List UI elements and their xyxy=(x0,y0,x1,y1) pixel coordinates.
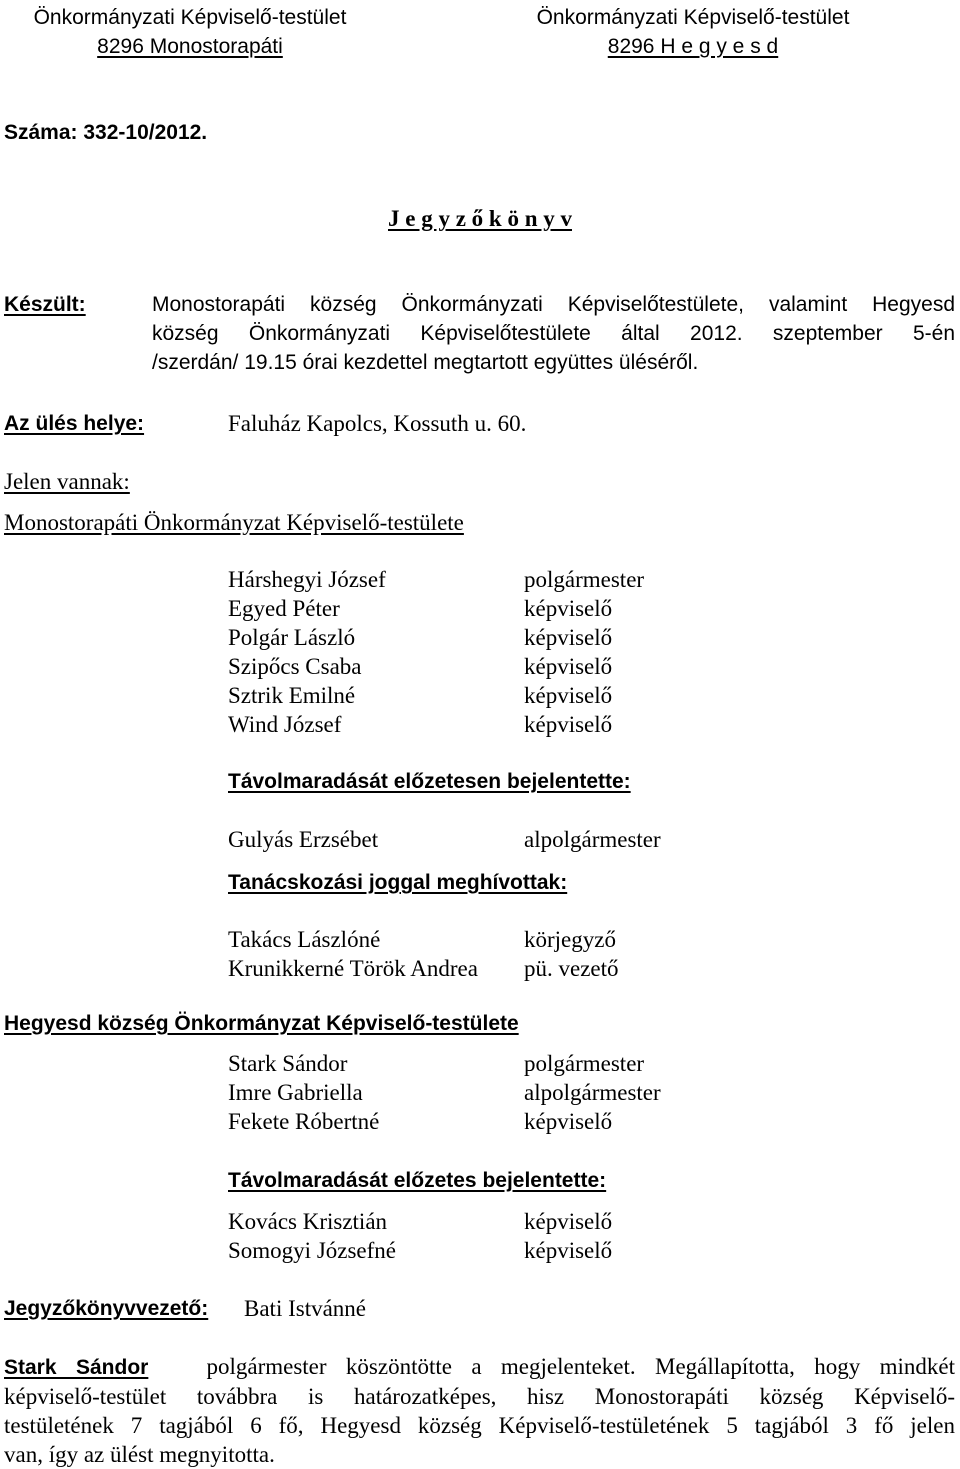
member-role: képviselő xyxy=(524,654,613,679)
hegyesd-absent-names xyxy=(228,1207,396,1265)
member-name: Stark Sándor xyxy=(228,1051,348,1076)
member-role: képviselő xyxy=(524,683,613,708)
reference-number: Száma: 332-10/2012. xyxy=(4,121,208,144)
hegyesd-heading: Hegyesd község Önkormányzat Képviselő-testülete xyxy=(4,1012,519,1035)
absent-role: alpolgármester xyxy=(524,827,661,852)
invited-role: pü. vezető xyxy=(524,956,619,981)
hegyesd-member-names xyxy=(228,1049,379,1136)
present-label: Jelen vannak: xyxy=(4,469,130,494)
venue-value: Faluház Kapolcs, Kossuth u. 60. xyxy=(228,411,527,436)
member-name: Hárshegyi József xyxy=(228,567,386,592)
absent-name: Kovács Krisztián xyxy=(228,1209,388,1234)
keszult-line: község Önkormányzati Képviselőtestülete által 2012. szeptember 5-én xyxy=(152,322,955,345)
recorder-label: Jegyzőkönyvvezető: xyxy=(4,1297,209,1320)
member-name: Fekete Róbertné xyxy=(228,1109,380,1134)
monostorapati-absent-heading: Távolmaradását előzetesen bejelentette: xyxy=(228,770,631,793)
hegyesd-absent-heading: Távolmaradását előzetes bejelentette: xyxy=(228,1169,607,1192)
closing-line xyxy=(4,1352,955,1382)
closing-line: van, így az ülést megnyitotta. xyxy=(4,1442,275,1467)
member-role: képviselő xyxy=(524,712,613,737)
header-left-org: Önkormányzati Képviselő-testület xyxy=(33,6,347,29)
recorder-name: Bati Istvánné xyxy=(244,1296,366,1321)
closing-line: képviselő-testület továbbra is határozatképes, hisz Monostorapáti község Képviselő- xyxy=(4,1384,955,1409)
member-role: alpolgármester xyxy=(524,1080,661,1105)
header-right-address: 8296 H e g y e s d xyxy=(607,35,779,58)
member-name: Sztrik Emilné xyxy=(228,683,356,708)
member-name: Imre Gabriella xyxy=(228,1080,363,1105)
absent-role: képviselő xyxy=(524,1209,613,1234)
keszult-label: Készült: xyxy=(4,293,86,316)
keszult-text xyxy=(152,290,955,377)
member-name: Szipőcs Csaba xyxy=(228,654,362,679)
member-role: képviselő xyxy=(524,1109,613,1134)
closing-line: testületének 7 tagjából 6 fő, Hegyesd község Képviselő-testületének 5 tagjából 3 fő jelen xyxy=(4,1413,955,1438)
hegyesd-absent-roles xyxy=(524,1207,612,1265)
header-left xyxy=(4,3,376,61)
closing-line-text: polgármester köszöntötte a megjelenteket. Megállapította, hogy mindkét xyxy=(206,1354,956,1379)
member-name: Polgár László xyxy=(228,625,356,650)
monostorapati-member-roles xyxy=(524,565,644,739)
header-right-org: Önkormányzati Képviselő-testület xyxy=(536,6,850,29)
header-left-address: 8296 Monostorapáti xyxy=(97,35,283,58)
invited-role: körjegyző xyxy=(524,927,616,952)
closing-speaker: Stark Sándor xyxy=(4,1356,149,1379)
invited-name: Krunikkerné Török Andrea xyxy=(228,956,478,981)
absent-name: Gulyás Erzsébet xyxy=(228,827,379,852)
invited-name: Takács Lászlóné xyxy=(228,927,381,952)
header-right xyxy=(520,3,866,61)
member-role: polgármester xyxy=(524,1051,645,1076)
document-title: J e g y z ő k ö n y v xyxy=(388,206,572,231)
member-name: Egyed Péter xyxy=(228,596,340,621)
member-role: polgármester xyxy=(524,567,645,592)
absent-role: képviselő xyxy=(524,1238,613,1263)
keszult-line: /szerdán/ 19.15 órai kezdettel megtartott együttes üléséről. xyxy=(152,351,699,374)
member-role: képviselő xyxy=(524,625,613,650)
hegyesd-member-roles xyxy=(524,1049,661,1136)
member-name: Wind József xyxy=(228,712,342,737)
absent-name: Somogyi Józsefné xyxy=(228,1238,397,1263)
venue-label: Az ülés helye: xyxy=(4,412,145,435)
closing-paragraph xyxy=(4,1352,955,1469)
keszult-line: Monostorapáti község Önkormányzati Képviselőtestülete, valamint Hegyesd xyxy=(152,293,955,316)
monostorapati-member-names xyxy=(228,565,386,739)
member-role: képviselő xyxy=(524,596,613,621)
monostorapati-heading: Monostorapáti Önkormányzat Képviselő-testülete xyxy=(4,510,464,535)
invited-heading: Tanácskozási joggal meghívottak: xyxy=(228,871,568,894)
